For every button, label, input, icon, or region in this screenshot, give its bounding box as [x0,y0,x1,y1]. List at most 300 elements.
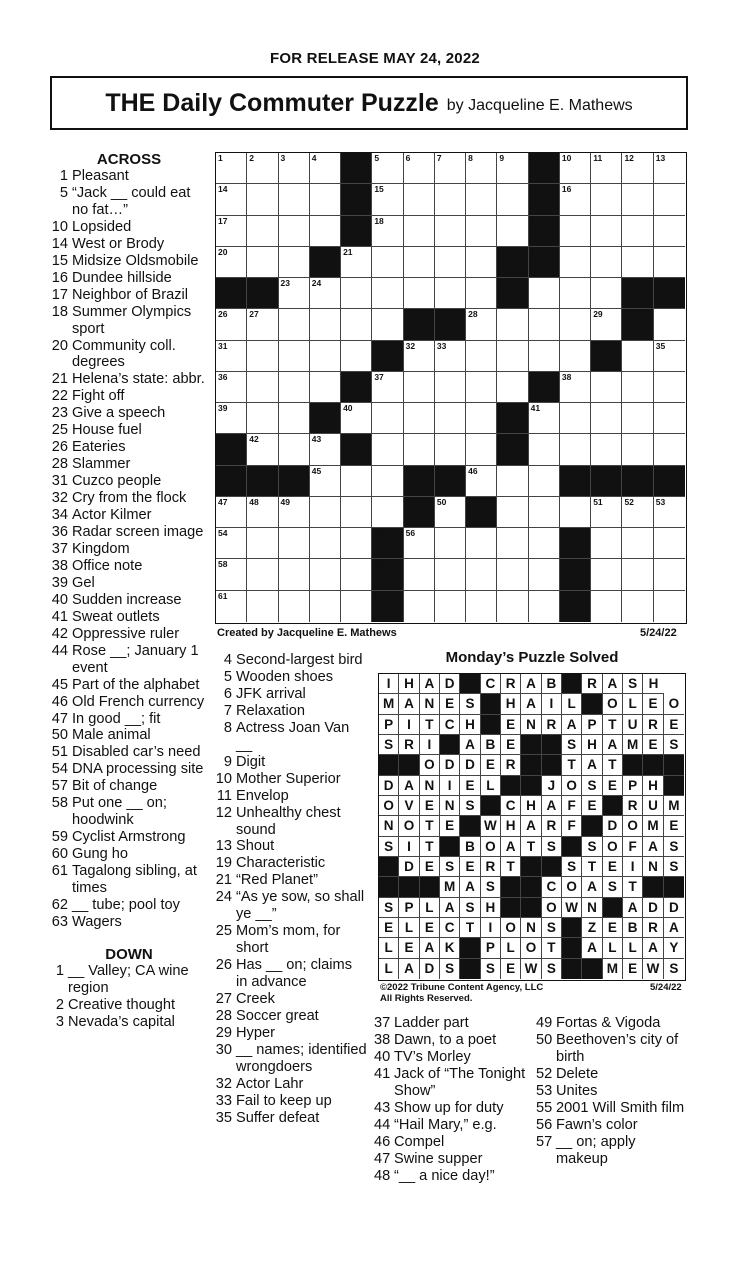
grid-cell[interactable] [560,278,591,309]
clue-item [48,422,210,439]
grid-cell[interactable] [654,341,685,372]
solution-letter: I [623,857,643,877]
cell-number: 35 [655,340,666,351]
grid-cell[interactable] [435,403,466,434]
grid-cell[interactable] [435,559,466,590]
clue-item [48,541,210,558]
cell-number: 56 [405,528,416,539]
grid-cell[interactable] [216,497,247,528]
grid-cell[interactable] [279,309,310,340]
grid-cell[interactable] [247,153,278,184]
grid-cell[interactable] [622,184,653,215]
grid-cell[interactable] [279,216,310,247]
solution-letter: E [440,694,460,714]
grid-cell[interactable] [591,528,622,559]
cell-number: 57 [561,528,572,539]
solution-letter: P [623,776,643,796]
clue-item [212,720,367,754]
cell-number: 17 [218,215,228,226]
grid-cell[interactable] [435,528,466,559]
clue-number: 5 [223,668,232,685]
grid-cell[interactable] [247,434,278,465]
grid-cell[interactable] [247,247,278,278]
grid-cell[interactable] [341,497,372,528]
grid-cell[interactable] [529,591,560,622]
grid-cell[interactable] [372,466,403,497]
black-square [341,216,372,247]
grid-cell[interactable] [310,559,341,590]
grid-cell[interactable] [529,309,560,340]
solution-letter: N [420,776,440,796]
solution-letter: T [603,755,623,775]
grid-cell[interactable] [279,372,310,403]
grid-cell[interactable] [341,341,372,372]
grid-cell[interactable] [247,341,278,372]
grid-cell[interactable] [591,278,622,309]
solution-black-square [521,857,541,877]
clue-text: “__ a nice day!” [394,1167,495,1184]
grid-cell[interactable] [372,497,403,528]
solution-letter: W [562,898,582,918]
grid-cell[interactable] [622,153,653,184]
grid-cell[interactable] [466,153,497,184]
grid-cell[interactable] [560,403,591,434]
solution-letter: H [460,715,480,735]
grid-cell[interactable] [372,247,403,278]
grid-cell[interactable] [591,153,622,184]
solution-letter: T [521,837,541,857]
grid-cell[interactable] [560,497,591,528]
clue-item [48,727,210,744]
clue-text: Compel [394,1133,445,1150]
grid-cell[interactable] [435,591,466,622]
grid-cell[interactable] [216,372,247,403]
grid-cell[interactable] [216,309,247,340]
clue-number: 6 [223,685,232,702]
grid-cell[interactable] [622,497,653,528]
grid-cell[interactable] [654,153,685,184]
grid-cell[interactable] [529,278,560,309]
grid-cell[interactable] [404,153,435,184]
grid-cell[interactable] [497,341,528,372]
grid-cell[interactable] [560,372,591,403]
grid-cell[interactable] [622,403,653,434]
clue-number: 28 [215,1008,232,1025]
cell-number: 4 [311,153,317,163]
grid-cell[interactable] [247,528,278,559]
solution-letter: A [420,674,440,694]
grid-cell[interactable] [279,153,310,184]
grid-cell[interactable] [622,434,653,465]
solution-letter: L [603,938,623,958]
solution-black-square [664,755,684,775]
cell-number: 36 [218,371,228,382]
grid-cell[interactable] [622,372,653,403]
cell-number: 29 [593,309,603,320]
grid-cell[interactable] [560,341,591,372]
grid-cell[interactable] [279,341,310,372]
grid-cell[interactable] [497,184,528,215]
clue-item [48,795,210,829]
clue-item [212,872,367,889]
grid-cell[interactable] [466,184,497,215]
solution-letter: A [542,796,562,816]
clue-number: 62 [51,896,68,913]
grid-cell[interactable] [310,434,341,465]
grid-cell[interactable] [622,216,653,247]
black-square [404,466,435,497]
clue-item [536,1100,686,1117]
grid-cell[interactable] [497,528,528,559]
grid-cell[interactable] [435,434,466,465]
clue-item [48,270,210,287]
solution-letter: A [521,674,541,694]
grid-cell[interactable] [279,403,310,434]
grid-cell[interactable] [310,591,341,622]
grid-cell[interactable] [654,591,685,622]
grid-cell[interactable] [404,559,435,590]
grid-cell[interactable] [435,153,466,184]
grid-cell[interactable] [247,216,278,247]
grid-cell[interactable] [591,247,622,278]
grid-cell[interactable] [404,403,435,434]
grid-cell[interactable] [310,184,341,215]
solution-letter: E [603,857,623,877]
clue-number: 5 [59,184,68,201]
solution-letter: T [562,755,582,775]
grid-cell[interactable] [341,247,372,278]
grid-cell[interactable] [591,403,622,434]
grid-cell[interactable] [497,153,528,184]
grid-cell[interactable] [497,497,528,528]
grid-cell[interactable] [560,216,591,247]
grid-cell[interactable] [341,528,372,559]
grid-cell[interactable] [622,559,653,590]
grid-cell[interactable] [435,184,466,215]
grid-cell[interactable] [591,591,622,622]
grid-cell[interactable] [216,528,247,559]
clue-item [212,652,367,669]
clue-number: 25 [215,923,232,940]
clue-number: 32 [51,490,68,507]
solution-black-square [521,776,541,796]
grid-cell[interactable] [529,466,560,497]
grid-cell[interactable] [560,153,591,184]
grid-cell[interactable] [310,153,341,184]
grid-cell[interactable] [654,403,685,434]
grid-cell[interactable] [654,372,685,403]
black-square [622,278,653,309]
grid-cell[interactable] [372,309,403,340]
grid-cell[interactable] [654,497,685,528]
grid-date: 5/24/22 [640,627,677,639]
grid-cell[interactable] [435,372,466,403]
clue-number: 36 [51,524,68,541]
clue-item [48,778,210,795]
grid-cell[interactable] [372,184,403,215]
grid-cell[interactable] [216,184,247,215]
grid-cell[interactable] [529,403,560,434]
grid-cell[interactable] [216,591,247,622]
grid-cell[interactable] [247,591,278,622]
grid-cell[interactable] [216,341,247,372]
grid-cell[interactable] [341,591,372,622]
grid-cell[interactable] [466,559,497,590]
grid-cell[interactable] [279,591,310,622]
grid-cell[interactable] [466,466,497,497]
solution-black-square [399,755,419,775]
clue-number: 56 [536,1116,553,1133]
clue-item [212,889,367,923]
clue-item [536,1117,686,1134]
clue-item [212,754,367,771]
grid-cell[interactable] [216,216,247,247]
solution-letter: E [440,816,460,836]
grid-cell[interactable] [529,528,560,559]
grid-cell[interactable] [247,184,278,215]
grid-cell[interactable] [435,247,466,278]
grid-cell[interactable] [341,309,372,340]
grid-cell[interactable] [654,528,685,559]
clue-number: 51 [51,744,68,761]
grid-cell[interactable] [654,434,685,465]
grid-cell[interactable] [216,153,247,184]
black-square [435,309,466,340]
grid-cell[interactable] [529,497,560,528]
solution-letter: T [582,857,602,877]
grid-cell[interactable] [466,309,497,340]
grid-cell[interactable] [404,591,435,622]
grid-cell[interactable] [466,403,497,434]
grid-cell[interactable] [310,341,341,372]
clue-item [536,1066,686,1083]
grid-cell[interactable] [310,528,341,559]
grid-cell[interactable] [622,591,653,622]
grid-cell[interactable] [404,434,435,465]
cell-number: 3 [280,153,286,163]
grid-cell[interactable] [560,309,591,340]
cell-number: 39 [218,403,228,414]
grid-cell[interactable] [622,341,653,372]
grid-cell[interactable] [279,559,310,590]
grid-cell[interactable] [372,216,403,247]
grid-cell[interactable] [310,372,341,403]
grid-cell[interactable] [435,278,466,309]
grid-cell[interactable] [591,309,622,340]
clue-number: 46 [374,1133,391,1150]
cell-number: 62 [374,590,384,601]
grid-cell[interactable] [560,434,591,465]
grid-cell[interactable] [279,184,310,215]
grid-cell[interactable] [466,247,497,278]
solution-letter: E [501,959,521,979]
grid-cell[interactable] [216,403,247,434]
grid-cell[interactable] [341,278,372,309]
solution-letter: R [623,796,643,816]
grid-cell[interactable] [591,216,622,247]
grid-cell[interactable] [560,184,591,215]
solution-letter: S [664,959,684,979]
clue-text: Mother Superior [236,770,341,787]
grid-cell[interactable] [466,434,497,465]
grid-cell[interactable] [466,591,497,622]
grid-cell[interactable] [591,184,622,215]
clue-text: Nevada’s capital [68,1013,175,1030]
solution-letter: D [643,898,663,918]
clue-number: 30 [215,1041,232,1058]
solution-letter: N [379,816,399,836]
grid-cell[interactable] [404,184,435,215]
grid-cell[interactable] [497,216,528,247]
grid-cell[interactable] [247,497,278,528]
black-square [341,153,372,184]
grid-cell[interactable] [435,341,466,372]
grid-cell[interactable] [404,278,435,309]
solution-letter: M [664,796,684,816]
grid-cell[interactable] [622,528,653,559]
grid-cell[interactable] [654,247,685,278]
grid-cell[interactable] [341,466,372,497]
grid-cell[interactable] [216,559,247,590]
grid-cell[interactable] [404,528,435,559]
black-square [560,528,591,559]
grid-cell[interactable] [591,372,622,403]
grid-cell[interactable] [310,466,341,497]
grid-cell[interactable] [372,403,403,434]
clue-item [212,686,367,703]
grid-cell[interactable] [404,341,435,372]
grid-cell[interactable] [341,403,372,434]
grid-cell[interactable] [341,559,372,590]
grid-cell[interactable] [529,341,560,372]
clue-item [48,761,210,778]
clue-text: Gel [72,574,95,591]
grid-cell[interactable] [435,497,466,528]
grid-cell[interactable] [372,434,403,465]
cell-number: 38 [561,371,572,382]
grid-cell[interactable] [435,216,466,247]
clue-number: 2 [55,996,64,1013]
grid-cell[interactable] [466,278,497,309]
solution-letter: I [379,674,399,694]
grid-cell[interactable] [466,528,497,559]
clue-column-1 [48,151,210,1031]
clue-number: 34 [51,507,68,524]
grid-cell[interactable] [247,559,278,590]
solution-letter: S [664,837,684,857]
solution-letter: R [399,735,419,755]
grid-cell[interactable] [529,559,560,590]
solution-letter: P [399,898,419,918]
grid-cell[interactable] [591,497,622,528]
grid-cell[interactable] [529,434,560,465]
grid-cell[interactable] [310,278,341,309]
clue-item [48,609,210,626]
cell-number: 20 [218,246,228,257]
grid-cell[interactable] [497,466,528,497]
clue-text: Pleasant [72,168,129,184]
solution-letter: K [440,938,460,958]
clue-number: 26 [51,439,68,456]
clue-text: Fortas & Vigoda [556,1015,661,1031]
grid-cell[interactable] [466,216,497,247]
grid-cell[interactable] [654,184,685,215]
grid-cell[interactable] [591,434,622,465]
grid-cell[interactable] [591,559,622,590]
grid-cell[interactable] [372,153,403,184]
grid-cell[interactable] [216,247,247,278]
grid-cell[interactable] [310,309,341,340]
clue-item [48,456,210,473]
solution-letter: E [399,938,419,958]
grid-cell[interactable] [279,497,310,528]
grid-cell[interactable] [247,403,278,434]
grid-cell[interactable] [622,247,653,278]
grid-cell[interactable] [466,341,497,372]
grid-cell[interactable] [497,591,528,622]
grid-cell[interactable] [310,216,341,247]
grid-cell[interactable] [279,278,310,309]
grid-cell[interactable] [654,559,685,590]
clue-text: Sweat outlets [72,608,160,625]
clue-text: Neighbor of Brazil [72,286,188,303]
grid-cell[interactable] [372,372,403,403]
grid-cell[interactable] [654,309,685,340]
clue-number: 7 [223,702,232,719]
grid-cell[interactable] [404,247,435,278]
grid-cell[interactable] [404,372,435,403]
solution-letter: E [643,735,663,755]
grid-cell[interactable] [497,372,528,403]
grid-cell[interactable] [497,309,528,340]
grid-cell[interactable] [466,372,497,403]
cell-number: 42 [249,434,259,445]
grid-cell[interactable] [654,216,685,247]
grid-cell[interactable] [404,216,435,247]
clue-item [374,1015,532,1032]
clue-item [48,490,210,507]
clue-item [48,829,210,846]
solution-black-square [582,959,602,979]
solution-black-square [562,674,582,694]
solution-letter: E [664,715,684,735]
clue-number: 25 [51,422,68,439]
clue-item [48,643,210,677]
grid-cell[interactable] [497,559,528,590]
grid-cell[interactable] [279,247,310,278]
grid-cell[interactable] [310,497,341,528]
clue-text: Dundee hillside [72,269,172,286]
grid-cell[interactable] [247,309,278,340]
clue-text: Kingdom [72,540,130,557]
grid-cell[interactable] [560,247,591,278]
clue-text: JFK arrival [236,685,306,702]
clue-text: TV’s Morley [394,1048,471,1065]
solution-letter: A [399,959,419,979]
grid-cell[interactable] [247,372,278,403]
solution-letter: C [440,715,460,735]
solution-letter: E [501,735,521,755]
black-square [560,591,591,622]
solution-black-square [481,796,501,816]
grid-cell[interactable] [372,278,403,309]
solution-black-square [501,877,521,897]
grid-cell[interactable] [279,434,310,465]
grid-cell[interactable] [279,528,310,559]
clue-number: 41 [51,608,68,625]
clue-item [212,1076,367,1093]
clue-text: Put one __ on; hoodwink [72,795,167,829]
